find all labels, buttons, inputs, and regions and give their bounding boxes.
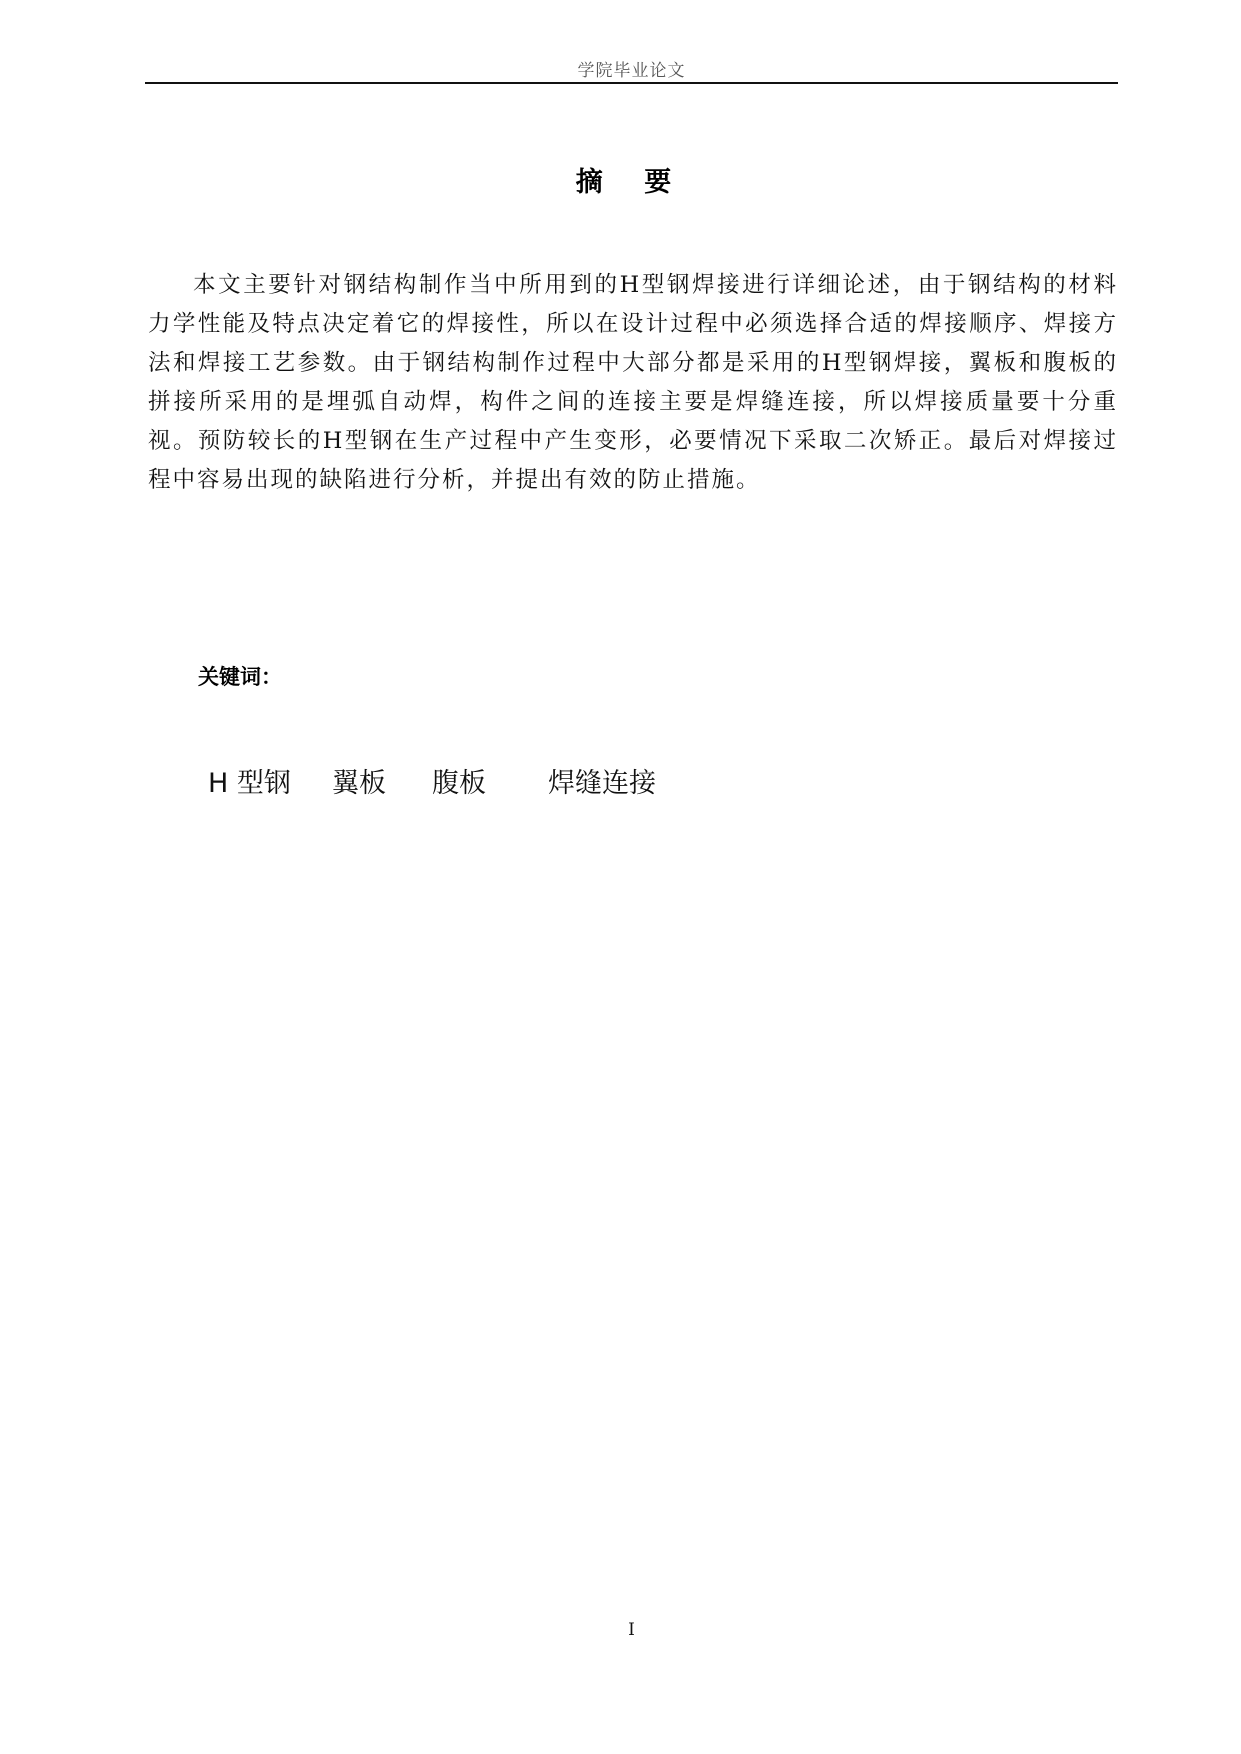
keywords-label: 关键词： <box>198 665 282 689</box>
page-number: I <box>628 1620 635 1640</box>
keyword-item: 焊缝连接 <box>548 768 656 799</box>
running-header: 学院毕业论文 <box>577 61 686 81</box>
header-rule <box>145 82 1118 84</box>
abstract-title: 摘 要 <box>575 167 688 198</box>
keyword-item: H 型钢 <box>208 768 291 799</box>
abstract-body: 本文主要针对钢结构制作当中所用到的H型钢焊接进行详细论述，由于钢结构的材料力学性能及特点决定着它的焊接性，所以在设计过程中必须选择合适的焊接顺序、焊接方法和焊接工艺参数。由于钢结构制作过程中大部分都是采用的H型钢焊接，翼板和腹板的拼接所采用的是埋弧自动焊，构件之间的连接主要是焊缝连接，所以焊接质量要十分重视。预防较长的H型钢在生产过程中产生变形，必要情况下采取二次矫正。最后对焊接过程中容易出现的缺陷进行分析，并提出有效的防止措施。 <box>148 272 1118 493</box>
keyword-item: 翼板 <box>332 768 386 799</box>
keyword-item: 腹板 <box>432 768 486 799</box>
